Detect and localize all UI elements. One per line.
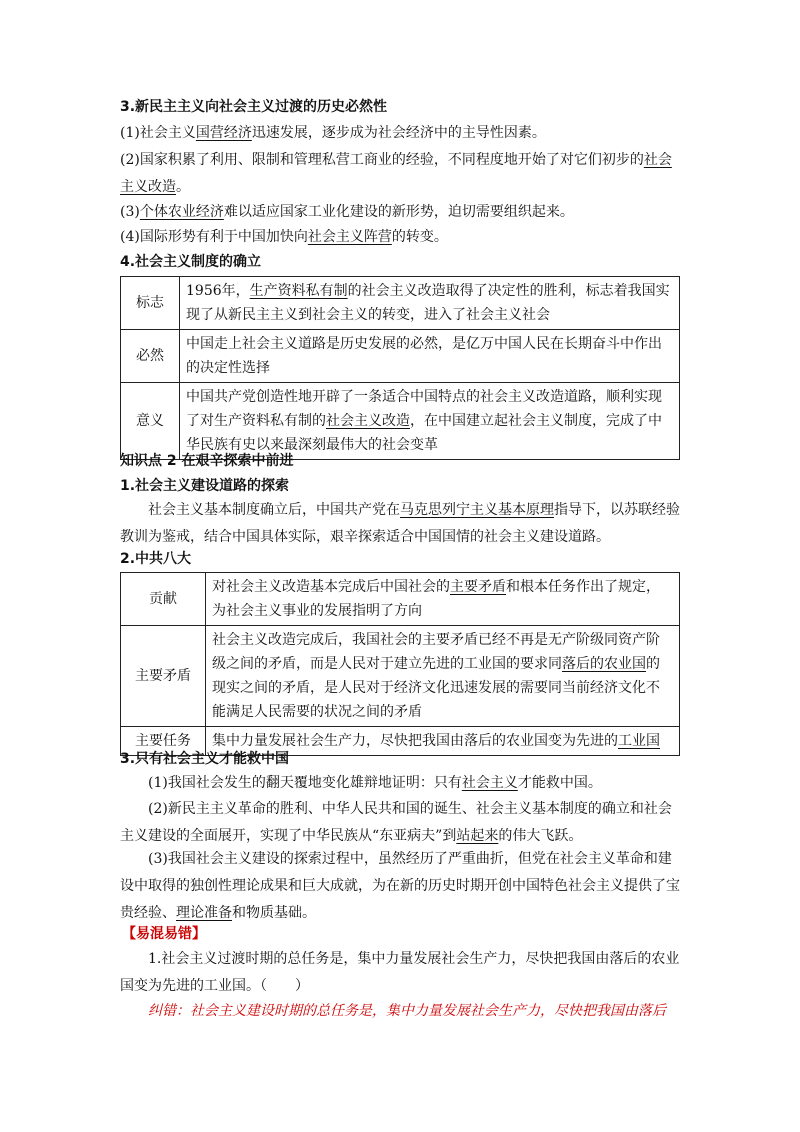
row-label: 主要任务 xyxy=(121,727,206,756)
row-content: 中国走上社会主义道路是历史发展的必然，是亿万中国人民在长期奋斗中作出的决定性选择 xyxy=(180,330,680,383)
section-heading: 3.只有社会主义才能救中国 xyxy=(120,751,290,767)
system-establishment-table xyxy=(120,276,680,460)
eighth-congress-table xyxy=(120,572,680,756)
section-heading: 4.社会主义制度的确立 xyxy=(120,254,262,270)
table-row xyxy=(121,573,680,626)
row-label: 主要矛盾 xyxy=(121,626,206,727)
table-row xyxy=(121,383,680,460)
row-label: 贡献 xyxy=(121,573,206,626)
paragraph: (1)我国社会发生的翻天覆地变化雄辩地证明：只有社会主义才能救中国。 xyxy=(148,775,602,791)
row-label: 意义 xyxy=(121,383,180,460)
row-content: 社会主义改造完成后，我国社会的主要矛盾已经不再是无产阶级同资产阶级之间的矛盾，而是人民对于建立先进的工业国的要求同落后的农业国的现实之间的矛盾，是人民对于经济文化迅速发展的需要同当前经济文化不能满足人民需要的状况之间的矛盾 xyxy=(206,626,680,727)
table-row xyxy=(121,277,680,330)
section-heading: 1.社会主义建设道路的探索 xyxy=(120,478,290,494)
row-label: 必然 xyxy=(121,330,180,383)
table-row xyxy=(121,626,680,727)
paragraph: (3)个体农业经济难以适应国家工业化建设的新形势，迫切需要组织起来。 xyxy=(120,204,574,220)
question: 1.社会主义过渡时期的总任务是，集中力量发展社会生产力，尽快把我国由落后的农业国变为先进的工业国。（ ） xyxy=(120,951,680,994)
correction: 纠错：社会主义建设时期的总任务是，集中力量发展社会生产力，尽快把我国由落后 xyxy=(148,1003,666,1019)
paragraph: (2)国家积累了利用、限制和管理私营工商业的经验，不同程度地开始了对它们初步的社会主义改造。 xyxy=(120,152,672,195)
row-content: 集中力量发展社会生产力，尽快把我国由落后的农业国变为先进的工业国 xyxy=(206,727,680,756)
row-content: 对社会主义改造基本完成后中国社会的主要矛盾和根本任务作出了规定，为社会主义事业的发展指明了方向 xyxy=(206,573,680,626)
paragraph: 社会主义基本制度确立后，中国共产党在马克思列宁主义基本原理指导下，以苏联经验教训为鉴戒，结合中国具体实际，艰辛探索适合中国国情的社会主义建设道路。 xyxy=(120,502,680,545)
row-label: 标志 xyxy=(121,277,180,330)
section-heading: 2.中共八大 xyxy=(120,551,192,567)
knowledge-point-heading: 知识点 2 在艰辛探索中前进 xyxy=(120,453,294,469)
paragraph: (1)社会主义国营经济迅速发展，逐步成为社会经济中的主导性因素。 xyxy=(120,125,546,141)
row-content: 中国共产党创造性地开辟了一条适合中国特点的社会主义改造道路，顺利实现了对生产资料私有制的社会主义改造，在中国建立起社会主义制度，完成了中华民族有史以来最深刻最伟大的社会变革 xyxy=(180,383,680,460)
paragraph: (3)我国社会主义建设的探索过程中，虽然经历了严重曲折，但党在社会主义革命和建设中取得的独创性理论成果和巨大成就，为在新的历史时期开创中国特色社会主义提供了宝贵经验、理论准备和物质基础。 xyxy=(120,851,680,921)
paragraph: (4)国际形势有利于中国加快向社会主义阵营的转变。 xyxy=(120,229,448,245)
mistakes-heading: 【易混易错】 xyxy=(122,926,206,942)
section-heading: 3.新民主主义向社会主义过渡的历史必然性 xyxy=(120,99,388,115)
row-content: 1956年，生产资料私有制的社会主义改造取得了决定性的胜利，标志着我国实现了从新民主主义到社会主义的转变，进入了社会主义社会 xyxy=(180,277,680,330)
paragraph: (2)新民主主义革命的胜利、中华人民共和国的诞生、社会主义基本制度的确立和社会主义建设的全面展开，实现了中华民族从“东亚病夫”到站起来的伟大飞跃。 xyxy=(120,801,672,844)
table-row xyxy=(121,330,680,383)
